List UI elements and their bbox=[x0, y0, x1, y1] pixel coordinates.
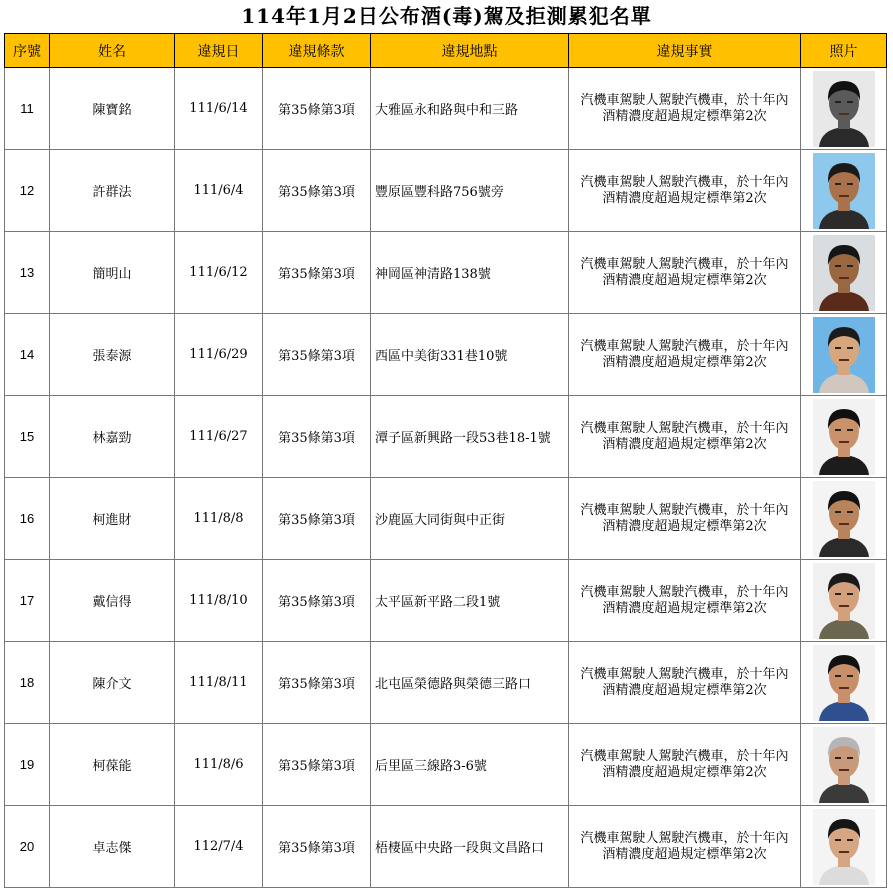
row-fact-line2: 酒精濃度超過規定標準第2次 bbox=[602, 190, 767, 206]
row-fact bbox=[569, 478, 801, 560]
row-clause: 第35條第3項 bbox=[263, 806, 371, 888]
photo-left-eye bbox=[835, 511, 841, 513]
row-fact-line1: 汽機車駕駛人駕駛汽機車，於十年內 bbox=[580, 338, 789, 354]
mugshot-photo bbox=[813, 645, 875, 721]
row-clause: 第35條第3項 bbox=[263, 314, 371, 396]
photo-right-eye bbox=[847, 839, 853, 841]
row-no: 16 bbox=[5, 478, 50, 560]
photo-right-eye bbox=[847, 511, 853, 513]
row-clause: 第35條第3項 bbox=[263, 396, 371, 478]
photo-left-eye bbox=[835, 675, 841, 677]
row-no: 13 bbox=[5, 232, 50, 314]
row-fact-line1: 汽機車駕駛人駕駛汽機車，於十年內 bbox=[580, 748, 789, 764]
photo-right-eye bbox=[847, 675, 853, 677]
row-clause: 第35條第3項 bbox=[263, 724, 371, 806]
row-date: 112/7/4 bbox=[175, 806, 263, 888]
photo-left-eye bbox=[835, 757, 841, 759]
mugshot-photo bbox=[813, 727, 875, 803]
row-fact bbox=[569, 642, 801, 724]
row-no: 18 bbox=[5, 642, 50, 724]
table-row bbox=[5, 478, 887, 560]
photo-right-eye bbox=[847, 757, 853, 759]
row-fact-line2: 酒精濃度超過規定標準第2次 bbox=[602, 764, 767, 780]
table-row bbox=[5, 806, 887, 888]
row-name: 柯進財 bbox=[50, 478, 175, 560]
row-fact-line2: 酒精濃度超過規定標準第2次 bbox=[602, 272, 767, 288]
photo-left-eye bbox=[835, 347, 841, 349]
row-fact-line1: 汽機車駕駛人駕駛汽機車，於十年內 bbox=[580, 584, 789, 600]
row-no: 19 bbox=[5, 724, 50, 806]
photo-right-eye bbox=[847, 429, 853, 431]
header-name: 姓名 bbox=[50, 34, 175, 68]
row-photo bbox=[801, 232, 887, 314]
photo-left-eye bbox=[835, 593, 841, 595]
header-place: 違規地點 bbox=[371, 34, 569, 68]
row-fact-line1: 汽機車駕駛人駕駛汽機車，於十年內 bbox=[580, 92, 789, 108]
row-place: 潭子區新興路一段53巷18-1號 bbox=[371, 396, 569, 478]
row-place: 大雅區永和路與中和三路 bbox=[371, 68, 569, 150]
row-fact-line2: 酒精濃度超過規定標準第2次 bbox=[602, 682, 767, 698]
photo-left-eye bbox=[835, 265, 841, 267]
table-row bbox=[5, 68, 887, 150]
row-fact-line1: 汽機車駕駛人駕駛汽機車，於十年內 bbox=[580, 420, 789, 436]
row-clause: 第35條第3項 bbox=[263, 68, 371, 150]
header-date: 違規日 bbox=[175, 34, 263, 68]
row-place: 沙鹿區大同街與中正街 bbox=[371, 478, 569, 560]
row-fact-line2: 酒精濃度超過規定標準第2次 bbox=[602, 518, 767, 534]
row-photo bbox=[801, 806, 887, 888]
row-photo bbox=[801, 560, 887, 642]
row-fact-line1: 汽機車駕駛人駕駛汽機車，於十年內 bbox=[580, 830, 789, 846]
page-title: 114年1月2日公布酒(毒)駕及拒測累犯名單 bbox=[241, 4, 652, 28]
row-date: 111/6/14 bbox=[175, 68, 263, 150]
row-no: 17 bbox=[5, 560, 50, 642]
row-date: 111/8/6 bbox=[175, 724, 263, 806]
row-clause: 第35條第3項 bbox=[263, 560, 371, 642]
table-row bbox=[5, 396, 887, 478]
photo-right-eye bbox=[847, 101, 853, 103]
mugshot-photo bbox=[813, 399, 875, 475]
header-fact: 違規事實 bbox=[569, 34, 801, 68]
row-date: 111/8/8 bbox=[175, 478, 263, 560]
photo-mouth bbox=[839, 523, 849, 525]
row-photo bbox=[801, 396, 887, 478]
row-name: 陳介文 bbox=[50, 642, 175, 724]
row-name: 簡明山 bbox=[50, 232, 175, 314]
photo-mouth bbox=[839, 769, 849, 771]
table-row bbox=[5, 232, 887, 314]
photo-mouth bbox=[839, 605, 849, 607]
row-clause: 第35條第3項 bbox=[263, 150, 371, 232]
photo-mouth bbox=[839, 441, 849, 443]
row-place: 太平區新平路二段1號 bbox=[371, 560, 569, 642]
photo-left-eye bbox=[835, 183, 841, 185]
row-name: 戴信得 bbox=[50, 560, 175, 642]
row-fact bbox=[569, 314, 801, 396]
row-fact bbox=[569, 560, 801, 642]
row-date: 111/6/27 bbox=[175, 396, 263, 478]
table-row bbox=[5, 642, 887, 724]
row-fact bbox=[569, 724, 801, 806]
row-name: 許群法 bbox=[50, 150, 175, 232]
photo-mouth bbox=[839, 687, 849, 689]
row-clause: 第35條第3項 bbox=[263, 232, 371, 314]
row-fact-line1: 汽機車駕駛人駕駛汽機車，於十年內 bbox=[580, 502, 789, 518]
row-fact-line1: 汽機車駕駛人駕駛汽機車，於十年內 bbox=[580, 174, 789, 190]
photo-mouth bbox=[839, 359, 849, 361]
table-header-row bbox=[5, 34, 887, 68]
photo-left-eye bbox=[835, 101, 841, 103]
row-place: 西區中美街331巷10號 bbox=[371, 314, 569, 396]
row-fact bbox=[569, 806, 801, 888]
row-no: 11 bbox=[5, 68, 50, 150]
row-fact bbox=[569, 396, 801, 478]
row-no: 12 bbox=[5, 150, 50, 232]
mugshot-photo bbox=[813, 563, 875, 639]
photo-mouth bbox=[839, 113, 849, 115]
row-place: 豐原區豐科路756號旁 bbox=[371, 150, 569, 232]
row-place: 梧棲區中央路一段與文昌路口 bbox=[371, 806, 569, 888]
row-fact bbox=[569, 150, 801, 232]
row-photo bbox=[801, 478, 887, 560]
row-photo bbox=[801, 642, 887, 724]
row-photo bbox=[801, 150, 887, 232]
row-date: 111/8/10 bbox=[175, 560, 263, 642]
photo-mouth bbox=[839, 851, 849, 853]
table-row bbox=[5, 150, 887, 232]
row-fact-line2: 酒精濃度超過規定標準第2次 bbox=[602, 600, 767, 616]
photo-right-eye bbox=[847, 265, 853, 267]
table-row bbox=[5, 314, 887, 396]
row-fact-line2: 酒精濃度超過規定標準第2次 bbox=[602, 436, 767, 452]
row-clause: 第35條第3項 bbox=[263, 478, 371, 560]
mugshot-photo bbox=[813, 809, 875, 885]
row-no: 20 bbox=[5, 806, 50, 888]
row-name: 林嘉勁 bbox=[50, 396, 175, 478]
mugshot-photo bbox=[813, 71, 875, 147]
row-fact-line2: 酒精濃度超過規定標準第2次 bbox=[602, 846, 767, 862]
photo-right-eye bbox=[847, 183, 853, 185]
photo-left-eye bbox=[835, 839, 841, 841]
table-row bbox=[5, 560, 887, 642]
mugshot-photo bbox=[813, 317, 875, 393]
row-photo bbox=[801, 314, 887, 396]
photo-mouth bbox=[839, 195, 849, 197]
row-fact-line2: 酒精濃度超過規定標準第2次 bbox=[602, 354, 767, 370]
row-photo bbox=[801, 68, 887, 150]
row-place: 神岡區神清路138號 bbox=[371, 232, 569, 314]
row-no: 14 bbox=[5, 314, 50, 396]
photo-right-eye bbox=[847, 593, 853, 595]
row-place: 后里區三線路3-6號 bbox=[371, 724, 569, 806]
header-clause: 違規條款 bbox=[263, 34, 371, 68]
row-date: 111/6/4 bbox=[175, 150, 263, 232]
header-photo: 照片 bbox=[801, 34, 887, 68]
row-fact-line1: 汽機車駕駛人駕駛汽機車，於十年內 bbox=[580, 666, 789, 682]
header-no: 序號 bbox=[5, 34, 50, 68]
row-no: 15 bbox=[5, 396, 50, 478]
row-photo bbox=[801, 724, 887, 806]
row-clause: 第35條第3項 bbox=[263, 642, 371, 724]
row-name: 張泰源 bbox=[50, 314, 175, 396]
row-date: 111/6/12 bbox=[175, 232, 263, 314]
photo-mouth bbox=[839, 277, 849, 279]
photo-right-eye bbox=[847, 347, 853, 349]
photo-left-eye bbox=[835, 429, 841, 431]
row-date: 111/8/11 bbox=[175, 642, 263, 724]
row-fact-line1: 汽機車駕駛人駕駛汽機車，於十年內 bbox=[580, 256, 789, 272]
row-date: 111/6/29 bbox=[175, 314, 263, 396]
mugshot-photo bbox=[813, 153, 875, 229]
row-place: 北屯區榮德路與榮德三路口 bbox=[371, 642, 569, 724]
row-name: 陳寶銘 bbox=[50, 68, 175, 150]
row-name: 柯葆能 bbox=[50, 724, 175, 806]
mugshot-photo bbox=[813, 481, 875, 557]
row-fact-line2: 酒精濃度超過規定標準第2次 bbox=[602, 108, 767, 124]
offender-table bbox=[4, 33, 887, 888]
row-fact bbox=[569, 232, 801, 314]
row-name: 卓志傑 bbox=[50, 806, 175, 888]
row-fact bbox=[569, 68, 801, 150]
table-row bbox=[5, 724, 887, 806]
mugshot-photo bbox=[813, 235, 875, 311]
